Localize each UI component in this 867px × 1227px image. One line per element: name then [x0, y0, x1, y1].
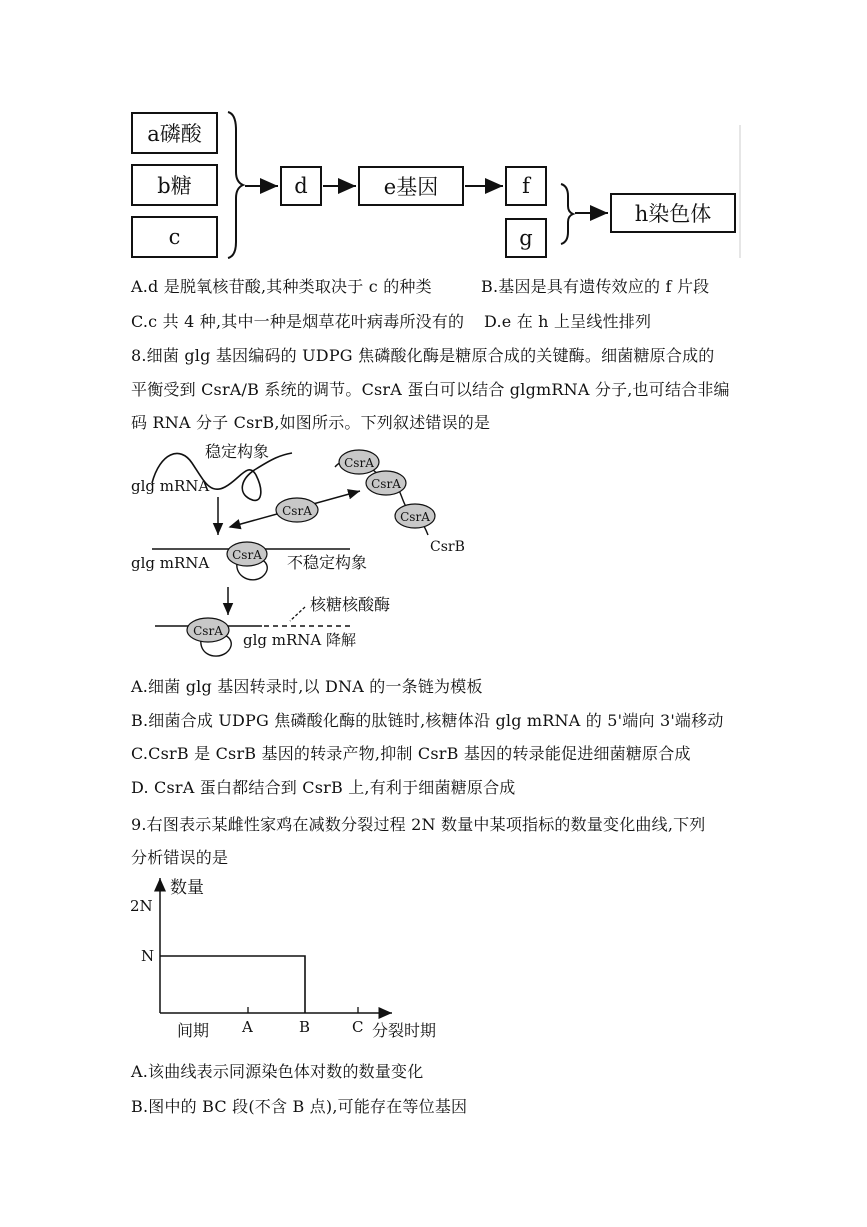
csra-on-csrb-1-label: CsrA: [344, 456, 374, 470]
label-degrade: glg mRNA 降解: [243, 631, 357, 649]
csra-csrb-diagram: [0, 435, 867, 665]
q9-stem-line2: 分析错误的是: [131, 848, 229, 867]
box-c: c: [131, 216, 218, 258]
x-label-c: C: [352, 1018, 364, 1036]
q8-stem-line3: 码 RNA 分子 CsrB,如图所示。下列叙述错误的是: [131, 413, 491, 432]
q7-option-c: C.c 共 4 种,其中一种是烟草花叶病毒所没有的: [131, 312, 465, 331]
label-rnase: 核糖核酸酶: [310, 595, 391, 614]
q9-stem-line1: 9.右图表示某雌性家鸡在减数分裂过程 2N 数量中某项指标的数量变化曲线,下列: [131, 815, 706, 834]
x-axis-label: 分裂时期: [372, 1021, 437, 1040]
q8-option-c: C.CsrB 是 CsrB 基因的转录产物,抑制 CsrB 基因的转录能促进细菌糖原合成: [131, 744, 691, 763]
box-d: d: [280, 166, 322, 206]
csra-on-csrb-2-label: CsrA: [371, 477, 401, 491]
q9-option-a: A.该曲线表示同源染色体对数的数量变化: [131, 1062, 424, 1081]
box-a-phosphate: a磷酸: [131, 112, 218, 154]
box-h-chromosome: h染色体: [610, 193, 736, 233]
brace-abc: [228, 112, 243, 258]
y-axis-label: 数量: [170, 878, 204, 898]
csra-free-label: CsrA: [282, 504, 312, 518]
label-glg-mrna-1: glg mRNA: [131, 477, 210, 495]
x-label-a: A: [242, 1018, 253, 1036]
brace-fg: [561, 184, 573, 244]
y-tick-2n: 2N: [130, 897, 153, 915]
label-stable: 稳定构象: [205, 442, 270, 461]
x-label-b: B: [299, 1018, 311, 1036]
q9-option-b: B.图中的 BC 段(不含 B 点),可能存在等位基因: [131, 1097, 468, 1116]
rnase-pointer: [290, 607, 305, 621]
box-f: f: [505, 166, 547, 206]
q9-graph: [0, 872, 867, 1047]
x-label-interphase: 间期: [177, 1021, 210, 1040]
q7-option-a: A.d 是脱氧核苷酸,其种类取决于 c 的种类: [131, 277, 432, 296]
q7-option-b: B.基因是具有遗传效应的 f 片段: [481, 277, 710, 296]
q8-option-d: D. CsrA 蛋白都结合到 CsrB 上,有利于细菌糖原合成: [131, 778, 516, 797]
label-glg-mrna-2: glg mRNA: [131, 554, 210, 572]
y-tick-n: N: [141, 947, 155, 965]
q8-option-b: B.细菌合成 UDPG 焦磷酸化酶的肽链时,核糖体沿 glg mRNA 的 5'端向 3'端移动: [131, 711, 724, 730]
csra-on-csrb-3-label: CsrA: [400, 510, 430, 524]
label-unstable: 不稳定构象: [287, 553, 368, 572]
q8-stem-line2: 平衡受到 CsrA/B 系统的调节。CsrA 蛋白可以结合 glgmRNA 分子,也可结合非编: [131, 380, 730, 399]
csra-on-mrna-1-label: CsrA: [232, 548, 262, 562]
q7-option-d: D.e 在 h 上呈线性排列: [484, 312, 652, 331]
q7-connectors: [0, 0, 867, 270]
box-g: g: [505, 218, 547, 258]
data-curve: [160, 956, 305, 1013]
q8-option-a: A.细菌 glg 基因转录时,以 DNA 的一条链为模板: [131, 677, 483, 696]
label-csrb: CsrB: [430, 539, 465, 555]
box-e-gene: e基因: [358, 166, 464, 206]
csra-on-mrna-2-label: CsrA: [193, 624, 223, 638]
box-b-sugar: b糖: [131, 164, 218, 206]
q8-stem-line1: 8.细菌 glg 基因编码的 UDPG 焦磷酸化酶是糖原合成的关键酶。细菌糖原合成的: [131, 346, 715, 365]
